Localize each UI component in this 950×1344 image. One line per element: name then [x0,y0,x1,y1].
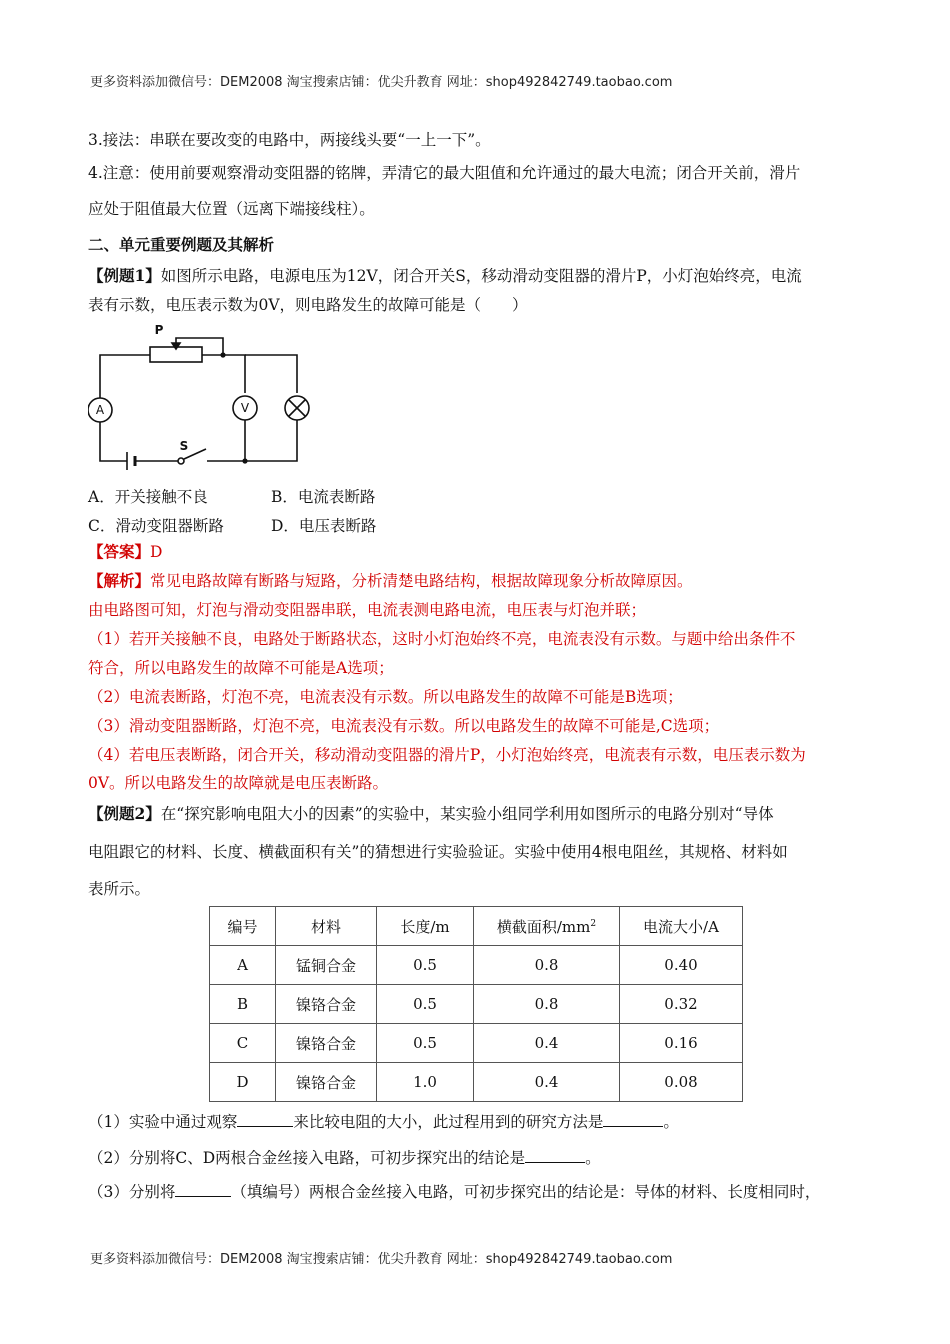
analysis-line7: （4）若电压表断路，闭合开关，移动滑动变阻器的滑片P，小灯泡始终亮，电流表有示数，电压表示数为 [88,746,806,764]
cell-id: A [210,946,276,985]
page-header: 更多资料添加微信号：DEM2008 淘宝搜索店铺：优尖升教育 网址：shop492842749.taobao.com [90,75,673,90]
analysis-text1: 常见电路故障有断路与短路，分析清楚电路结构，根据故障现象分析故障原因。 [150,572,693,590]
cell-current: 0.40 [620,946,743,985]
question-1 [88,1112,679,1132]
example2-stem-line2: 电阻跟它的材料、长度、横截面积有关”的猜想进行实验验证。实验中使用4根电阻丝，其规格、材料如 [88,843,788,861]
analysis-line1 [88,571,693,591]
col-header-material: 材料 [276,907,377,946]
analysis-line5: （2）电流表断路，灯泡不亮，电流表没有示数。所以电路发生的故障不可能是B选项； [88,688,683,706]
circuit-diagram [88,318,318,470]
q1-blank-2[interactable] [603,1112,663,1127]
answer-value: D [150,543,163,561]
analysis-line2: 由电路图可知，灯泡与滑动变阻器串联，电流表测电路电流，电压表与灯泡并联； [88,601,647,619]
cell-length: 1.0 [377,1063,474,1102]
cell-material: 锰铜合金 [276,946,377,985]
question-3 [88,1182,820,1202]
option-b: B．电流表断路 [271,488,376,506]
col-header-area [474,907,620,946]
wire-lamp-bottom [245,420,297,461]
cell-material: 镍铬合金 [276,985,377,1024]
q1-text-b: 来比较电阻的大小，此过程用到的研究方法是 [293,1113,604,1131]
q2-blank[interactable] [525,1148,585,1163]
cell-area: 0.8 [474,946,620,985]
q1-text-a: （1）实验中通过观察 [88,1113,238,1131]
cell-material: 镍铬合金 [276,1024,377,1063]
cell-length: 0.5 [377,1024,474,1063]
cell-current: 0.16 [620,1024,743,1063]
label-p: P [154,323,164,337]
q3-text-b: （填编号）两根合金丝接入电路，可初步探究出的结论是：导体的材料、长度相同时， [231,1183,821,1201]
answer-line [88,542,162,562]
analysis-tag: 【解析】 [88,571,151,590]
example2-stem-line3: 表所示。 [88,880,151,898]
cell-material: 镍铬合金 [276,1063,377,1102]
table-header-row [210,907,743,946]
wire-left-bottom [100,422,127,461]
option-a: A．开关接触不良 [88,488,208,506]
page-footer: 更多资料添加微信号：DEM2008 淘宝搜索店铺：优尖升教育 网址：shop492842749.taobao.com [90,1252,673,1267]
table-row [210,1063,743,1102]
cell-id: B [210,985,276,1024]
example2-text1: 在“探究影响电阻大小的因素”的实验中，某实验小组同学利用如图所示的电路分别对“导体 [160,805,774,823]
q1-text-c: 。 [663,1113,679,1131]
wire-to-lamp [245,355,297,393]
example1-stem-line2: 表有示数，电压表示数为0V，则电路发生的故障可能是（ ） [88,296,528,314]
analysis-line3: （1）若开关接触不良，电路处于断路状态，这时小灯泡始终不亮，电流表没有示数。与题中给出条件不 [88,630,796,648]
section-title: 二、单元重要例题及其解析 [88,235,275,254]
area-header-text: 横截面积/mm [496,917,591,936]
option-c: C．滑动变阻器断路 [88,517,224,535]
cell-area: 0.8 [474,985,620,1024]
resistance-table [209,906,743,1102]
cell-length: 0.5 [377,985,474,1024]
table-row [210,1024,743,1063]
answer-tag: 【答案】 [88,542,151,561]
switch-pivot [178,458,184,464]
option-d: D．电压表断路 [271,517,377,535]
area-header-sup: 2 [590,918,597,929]
col-header-id: 编号 [210,907,276,946]
q3-text-a: （3）分别将 [88,1183,176,1201]
question-2 [88,1148,601,1168]
label-a: A [95,403,105,417]
junction-top [220,352,225,357]
cell-area: 0.4 [474,1063,620,1102]
example1-text: 如图所示电路，电源电压为12V，闭合开关S，移动滑动变阻器的滑片P，小灯泡始终亮，电流 [160,267,802,285]
analysis-line4: 符合，所以电路发生的故障不可能是A选项； [88,659,394,677]
cell-current: 0.32 [620,985,743,1024]
wire-to-voltmeter [223,355,245,393]
col-header-current: 电流大小/A [620,907,743,946]
example1-tag: 【例题1】 [88,266,161,285]
intro-item-4-line1: 4.注意：使用前要观察滑动变阻器的铭牌，弄清它的最大阻值和允许通过的最大电流；闭合开关前，滑片 [88,164,801,182]
analysis-line8: 0V。所以电路发生的故障就是电压表断路。 [88,774,389,792]
table-row [210,985,743,1024]
example1-stem-line1 [88,266,802,286]
intro-item-3: 3.接法：串联在要改变的电路中，两接线头要“一上一下”。 [88,131,491,149]
junction-bottom [242,458,247,463]
q1-blank-1[interactable] [237,1112,293,1127]
intro-item-4-line2: 应处于阻值最大位置（远离下端接线柱）。 [88,200,375,218]
table-row [210,946,743,985]
example2-stem-line1 [88,804,774,824]
cell-id: D [210,1063,276,1102]
analysis-line6: （3）滑动变阻器断路，灯泡不亮，电流表没有示数。所以电路发生的故障不可能是,C选项； [88,717,720,735]
q2-text-b: 。 [585,1149,601,1167]
label-v: V [240,401,250,415]
q3-blank[interactable] [175,1182,231,1197]
cell-area: 0.4 [474,1024,620,1063]
cell-current: 0.08 [620,1063,743,1102]
col-header-length: 长度/m [377,907,474,946]
example2-tag: 【例题2】 [88,804,161,823]
cell-id: C [210,1024,276,1063]
label-s: S [179,439,189,453]
q2-text-a: （2）分别将C、D两根合金丝接入电路，可初步探究出的结论是 [88,1149,526,1167]
cell-length: 0.5 [377,946,474,985]
